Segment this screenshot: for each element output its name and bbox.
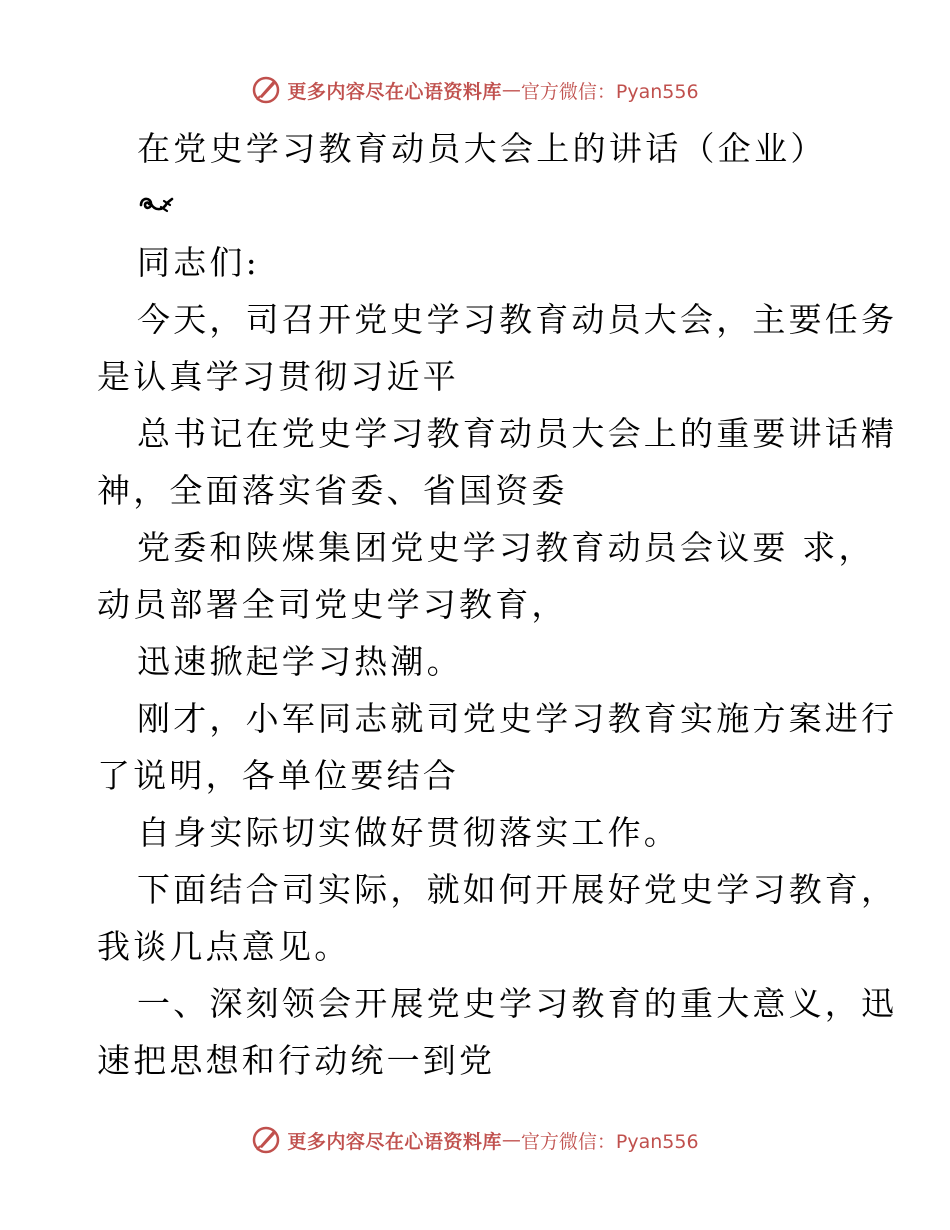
paragraph-line: 我谈几点意见。 bbox=[97, 927, 351, 966]
flourish-ornament-icon bbox=[137, 191, 175, 221]
footer-watermark-banner bbox=[0, 1120, 950, 1160]
section-heading-line: 一、深刻领会开展党史学习教育的重大意义，迅 bbox=[137, 984, 898, 1023]
banner-main-text: 更多内容尽在心语资料库 bbox=[287, 80, 502, 103]
paragraph-line: 同志们: bbox=[137, 243, 260, 282]
paragraph-line: 迅速掀起学习热潮。 bbox=[137, 642, 463, 681]
paragraph-line: 下面结合司实际，就如何开展好党史学习教育， bbox=[137, 870, 898, 909]
banner-wechat-text: 官方微信：Pyan556 bbox=[520, 80, 699, 103]
paragraph-line: 动员部署全司党史学习教育， bbox=[97, 585, 568, 624]
paragraph-line: 了说明，各单位要结合 bbox=[97, 756, 459, 795]
document-title: 在党史学习教育动员大会上的讲话（企业） bbox=[137, 129, 827, 168]
paragraph-line: 党委和陕煤集团党史学习教育动员会议要 求， bbox=[137, 528, 875, 567]
paragraph-line: 总书记在党史学习教育动员大会上的重要讲话精 bbox=[137, 414, 898, 453]
quill-circle-logo-icon bbox=[251, 1125, 281, 1155]
ornament-row bbox=[97, 177, 857, 234]
banner-wechat-text: 官方微信：Pyan556 bbox=[520, 1130, 699, 1153]
paragraph-line: 今天，司召开党史学习教育动员大会，主要任务 bbox=[137, 300, 898, 339]
paragraph-line: 自身实际切实做好贯彻落实工作。 bbox=[137, 813, 680, 852]
paragraph-line: 刚才，小军同志就司党史学习教育实施方案进行 bbox=[137, 699, 898, 738]
header-watermark-banner bbox=[0, 70, 950, 110]
paragraph-line: 是认真学习贯彻习近平 bbox=[97, 357, 459, 396]
quill-circle-logo-icon bbox=[251, 75, 281, 105]
paragraph-line: 神，全面落实省委、省国资委 bbox=[97, 471, 568, 510]
document-body bbox=[97, 120, 898, 1089]
banner-dash: — bbox=[501, 1129, 521, 1151]
banner-main-text: 更多内容尽在心语资料库 bbox=[287, 1130, 502, 1153]
section-heading-line: 速把思想和行动统一到党 bbox=[97, 1041, 496, 1080]
banner-dash: — bbox=[501, 79, 521, 101]
